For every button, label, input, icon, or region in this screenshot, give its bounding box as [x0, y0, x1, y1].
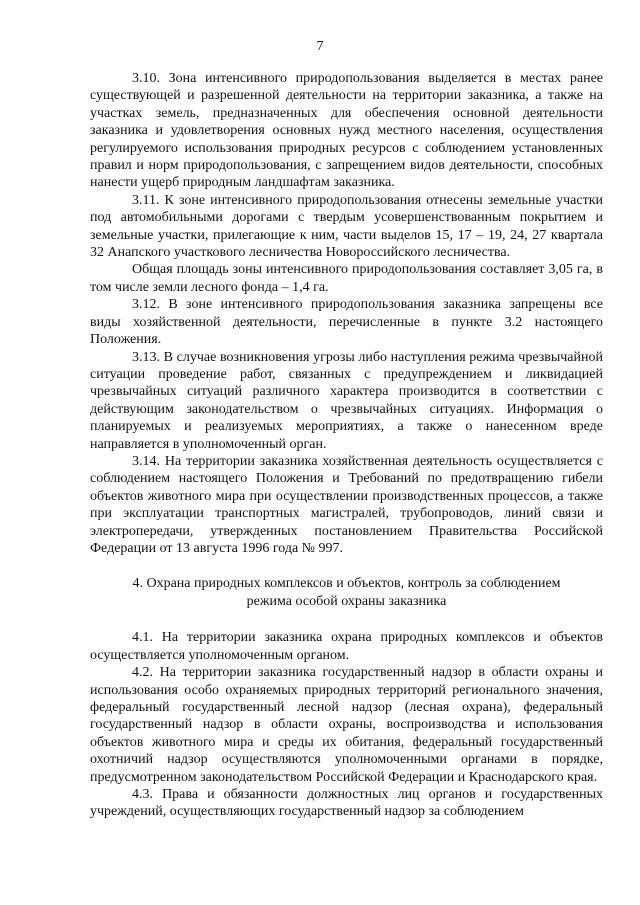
paragraph-3-11: 3.11. К зоне интенсивного природопользования отнесены земельные участки под автомобильными дорогами с твердым усовершенствованным покрытием и земельные участки, прилегающие к ним, части выделов 15, 17 – 19, 24, 27 квартала 32 Анапского участкового лесничества Новороссийского лесничества.	[90, 192, 603, 261]
paragraph-3-14: 3.14. На территории заказника хозяйственная деятельность осуществляется с соблюдением настоящего Положения и Требований по предотвращению гибели объектов животного мира при осуществлении производственных процессов, а также при эксплуатации транспортных магистралей, трубопроводов, линий связи и электропередачи, утвержденных постановлением Правительства Российской Федерации от 13 августа 1996 года № 997.	[90, 453, 603, 556]
paragraph-total-area: Общая площадь зоны интенсивного природопользования составляет 3,05 га, в том числе земли лесного фонда – 1,4 га.	[90, 262, 603, 295]
paragraph-3-12: 3.12. В зоне интенсивного природопользования заказника запрещены все виды хозяйственной деятельности, перечисленные в пункте 3.2 настоящего Положения.	[90, 297, 603, 348]
paragraph-3-10: 3.10. Зона интенсивного природопользования выделяется в местах ранее существующей и разрешенной деятельности на территории заказника, а также на участках земель, предназначенных для обеспечения основной деятельности заказника и удовлетворения основных нужд местного населения, осуществления регулируемого использования природных ресурсов с соблюдением установленных правил и норм природопользования, с запрещением видов деятельности, способных нанести ущерб природным ландшафтам заказника.	[90, 71, 603, 191]
paragraph-3-13: 3.13. В случае возникновения угрозы либо наступления режима чрезвычайной ситуации проведение работ, связанных с предупреждением и ликвидацией чрезвычайных ситуаций различного характера производится в соответствии с действующим законодательством о чрезвычайных ситуациях. Информация о планируемых и реализуемых мероприятиях, а также о нанесенном вреде направляется в уполномоченный орган.	[90, 349, 603, 452]
section-4-heading	[90, 575, 603, 611]
section-4-heading-line-2: режима особой охраны заказника	[246, 594, 447, 610]
paragraph-4-3: 4.3. Права и обязанности должностных лиц органов и государственных учреждений, осуществляющих государственный надзор за соблюдением	[90, 787, 603, 820]
section-4-heading-line-1: 4. Охрана природных комплексов и объектов, контроль за соблюдением	[132, 576, 561, 592]
paragraph-4-1: 4.1. На территории заказника охрана природных комплексов и объектов осуществляется уполномоченным органом.	[90, 630, 603, 663]
document-body	[90, 70, 603, 821]
paragraph-4-2: 4.2. На территории заказника государственный надзор в области охраны и использования особо охраняемых природных территорий регионального значения, федеральный государственный лесной надзор (лесная охрана), федеральный государственный надзор в области охраны, воспроизводства и использования объектов животного мира и среды их обитания, федеральный государственный охотничий надзор осуществляются уполномоченными органами в порядке, предусмотренном законодательством Российской Федерации и Краснодарского края.	[90, 665, 603, 785]
page-number: 7	[316, 39, 324, 54]
